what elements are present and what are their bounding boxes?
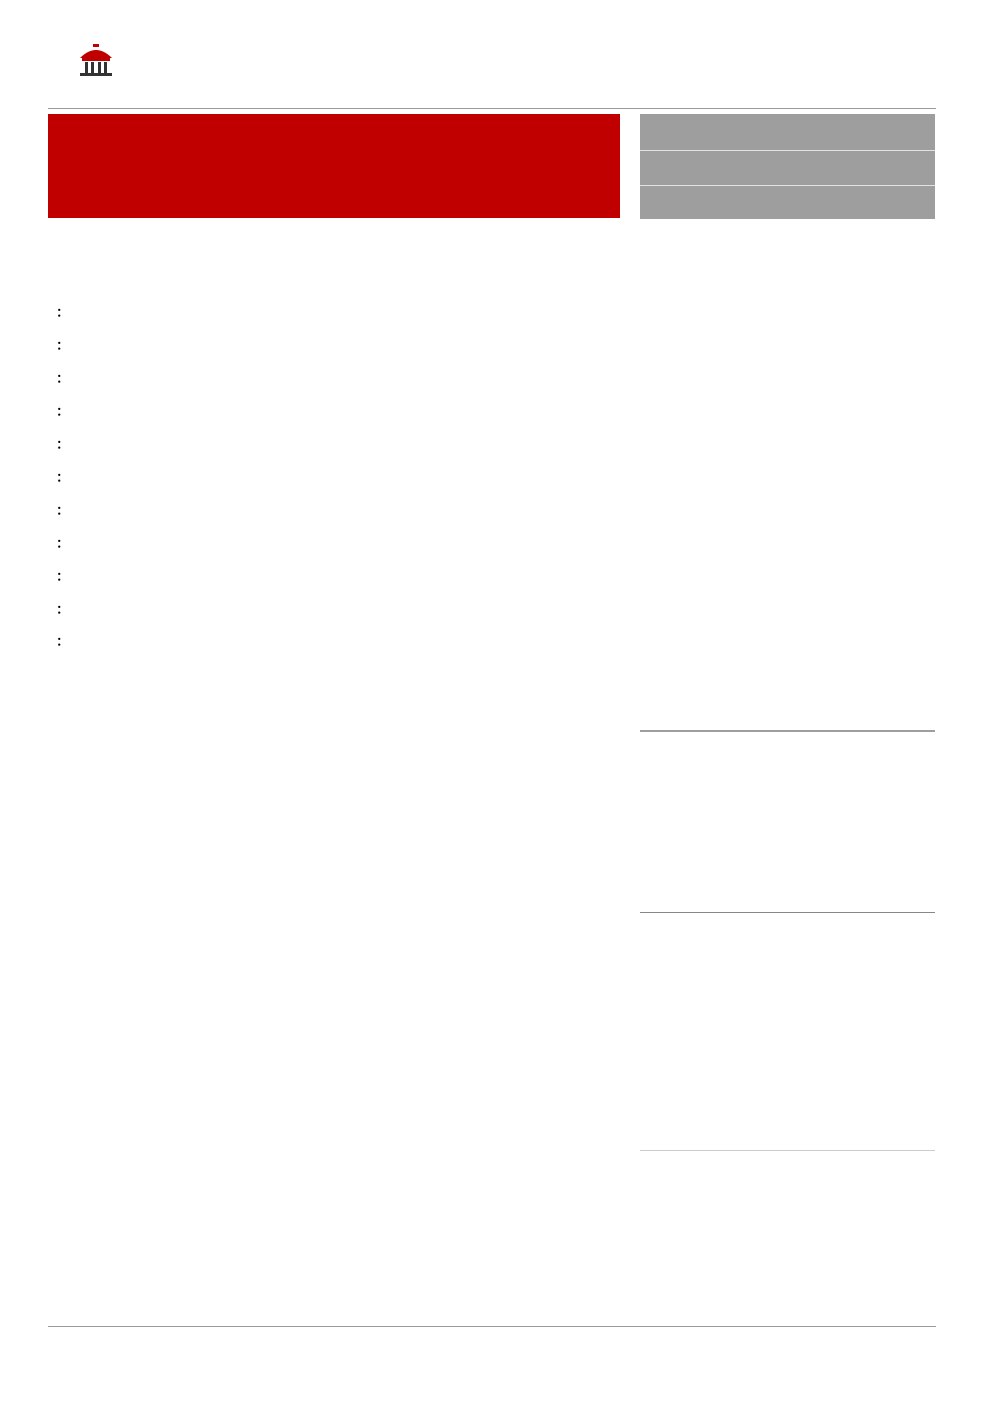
view-colon: ： [56, 338, 70, 354]
report-title-banner [48, 114, 620, 218]
view-item [56, 368, 616, 388]
view-colon: ： [56, 404, 70, 420]
footer-divider [48, 1326, 936, 1327]
view-colon: ： [56, 470, 70, 486]
view-item [56, 467, 616, 487]
related-bottom-rule [640, 1150, 935, 1151]
company-logo [74, 44, 118, 76]
page-indicator [905, 1331, 919, 1346]
chart-bottom-rule [640, 912, 935, 913]
view-colon: ： [56, 602, 70, 618]
industry-performance-chart [640, 752, 935, 910]
view-colon: ： [56, 536, 70, 552]
view-item [56, 500, 616, 520]
view-item [56, 533, 616, 553]
view-colon: ： [56, 569, 70, 585]
view-colon: ： [56, 305, 70, 321]
header-divider [48, 108, 936, 109]
view-item [56, 335, 616, 355]
info-divider [640, 185, 935, 186]
view-item [56, 631, 616, 651]
view-item [56, 302, 616, 322]
chart-top-rule [640, 730, 935, 732]
info-divider [640, 150, 935, 151]
view-colon: ： [56, 634, 70, 650]
view-item [56, 434, 616, 454]
view-item [56, 566, 616, 586]
view-colon: ： [56, 437, 70, 453]
view-colon: ： [56, 371, 70, 387]
rating-info-box [640, 114, 935, 219]
view-item [56, 401, 616, 421]
view-colon: ： [56, 503, 70, 519]
view-item [56, 599, 616, 619]
